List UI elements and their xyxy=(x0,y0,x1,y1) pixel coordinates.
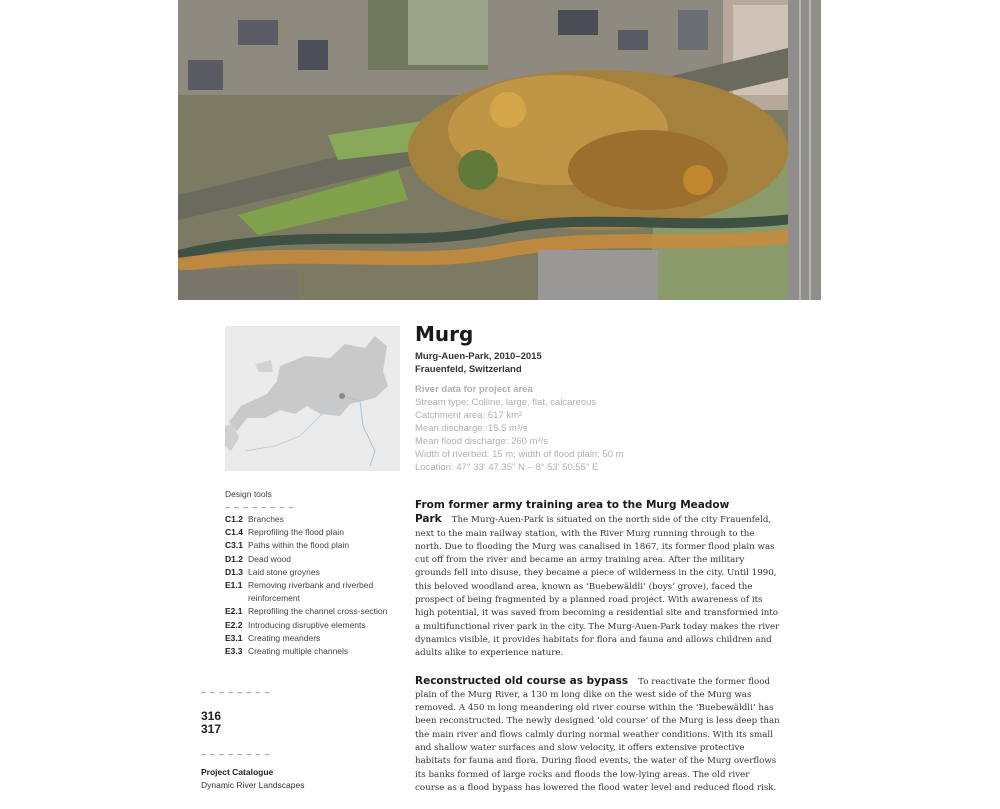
article-section-2 xyxy=(415,675,781,796)
tool-label: Creating multiple channels xyxy=(248,646,349,657)
section-2-text: To reactivate the former flood plain of the Murg River, a 130 m long dike on the west side of the Murg was removed. A 450 m long meandering old river course within the ‘Buebewäldli’ has been reconstructed. The newly designed ‘old course’ of the Murg is less deep than the main river and flows calmly during normal weather conditions. With its small and shallow water surfaces and slow velocity, it offers extensive protective habitats for fauna and flora. During flood events, the water of the Murg overflows its banks formed of large rocks and floods the low-lying areas. The old river course as a flood bypass has lowered the flood water level and reduced flood risk. xyxy=(415,676,780,793)
river-data-line: Width of riverbed: 15 m; width of flood plain: 50 m xyxy=(415,449,624,460)
tool-label: Creating meanders xyxy=(248,632,321,643)
tool-code: E2.1 xyxy=(225,606,243,617)
location-map-graphic xyxy=(225,326,400,471)
catalogue-title: Project Catalogue xyxy=(201,767,274,777)
page-number-right: 317 xyxy=(201,722,222,736)
location-map xyxy=(225,326,400,471)
tool-code: C3.1 xyxy=(225,540,243,551)
tool-code: E1.1 xyxy=(225,580,243,591)
tool-label: Reprofiling the channel cross-section xyxy=(248,606,388,617)
design-tool-item xyxy=(225,632,405,645)
tool-label: Branches xyxy=(248,514,284,524)
design-tool-item xyxy=(225,619,405,632)
project-subtitle-park: Murg-Auen-Park, 2010–2015 xyxy=(415,351,542,362)
project-header xyxy=(415,322,795,376)
design-tool-item xyxy=(225,553,405,566)
footer-divider-bottom: – – – – – – – – xyxy=(201,749,271,759)
tool-code: D1.3 xyxy=(225,566,243,577)
tool-code: E2.2 xyxy=(225,619,243,630)
design-tool-item xyxy=(225,645,405,658)
river-data-heading: River data for project area xyxy=(415,384,533,395)
river-data-line: Location: 47° 33' 47.35" N – 8° 53' 50.55" E xyxy=(415,462,599,473)
tool-label: Reprofiling the flood plain xyxy=(248,527,344,538)
tool-code: E3.1 xyxy=(225,632,243,643)
page-numbers xyxy=(201,710,351,736)
tool-label: Removing riverbank and riverbed reinforcement xyxy=(248,580,374,604)
design-tool-item xyxy=(225,566,405,579)
tool-label: Laid stone groynes xyxy=(248,566,320,577)
design-tool-item xyxy=(225,605,405,618)
river-data-line: Mean flood discharge: 260 m³/s xyxy=(415,436,549,447)
river-data xyxy=(415,383,795,474)
catalogue-subtitle: Dynamic River Landscapes xyxy=(201,780,305,790)
design-tool-item xyxy=(225,539,405,552)
article-section-1 xyxy=(415,499,781,661)
river-data-line: Catchment area: 617 km² xyxy=(415,410,523,421)
design-tool-item xyxy=(225,579,405,605)
design-tool-item xyxy=(225,513,405,526)
tool-label: Dead wood xyxy=(248,553,292,564)
river-data-line: Stream type: Colline, large, flat, calcareous xyxy=(415,397,597,408)
article-body xyxy=(415,499,781,809)
section-2-heading: Reconstructed old course as bypass xyxy=(415,674,629,687)
project-subtitle-location: Frauenfeld, Switzerland xyxy=(415,364,522,375)
section-1-heading: From former army training area to the Murg Meadow Park xyxy=(415,499,730,526)
catalogue-info xyxy=(201,766,351,792)
tool-code: C1.4 xyxy=(225,527,243,538)
design-tools xyxy=(225,489,405,658)
page-footer xyxy=(201,686,351,792)
design-tools-divider: – – – – – – – – xyxy=(225,502,295,512)
design-tools-heading: Design tools xyxy=(225,489,272,499)
tool-label: Introducing disruptive elements xyxy=(248,619,366,630)
tool-code: E3.3 xyxy=(225,646,243,657)
section-1-text: The Murg-Auen-Park is situated on the north side of the city Frauenfeld, next to the main railway station, with the River Murg running through to the north. Due to flooding the Murg was canalised in 1867, its former flood plain was cut off from the river and became an army training area. After the military grounds fell into disuse, they became a piece of wilderness in the city. Until 1990, this beloved woodland area, known as ‘Buebewäldli’ (boys’ grove), faced the prospect of being fragmented by a planned road project. With awareness of its high potential, it was saved from becoming a residential site and transformed into a multifunctional river park in the city. The Murg-Auen-Park today makes the river dynamics visible, it provides habitats for flora and fauna and allows children and adults alike to experience nature. xyxy=(415,515,780,659)
tool-label: Paths within the flood plain xyxy=(248,540,350,551)
river-data-line: Mean discharge: 15.5 m³/s xyxy=(415,423,528,434)
project-title: Murg xyxy=(415,322,474,346)
tool-code: D1.2 xyxy=(225,553,243,564)
aerial-photo xyxy=(178,0,821,300)
footer-divider-top: – – – – – – – – xyxy=(201,687,271,697)
tool-code: C1.2 xyxy=(225,514,243,524)
page-number-left: 316 xyxy=(201,709,222,723)
design-tool-item xyxy=(225,526,405,539)
aerial-photo-illustration xyxy=(178,0,821,300)
